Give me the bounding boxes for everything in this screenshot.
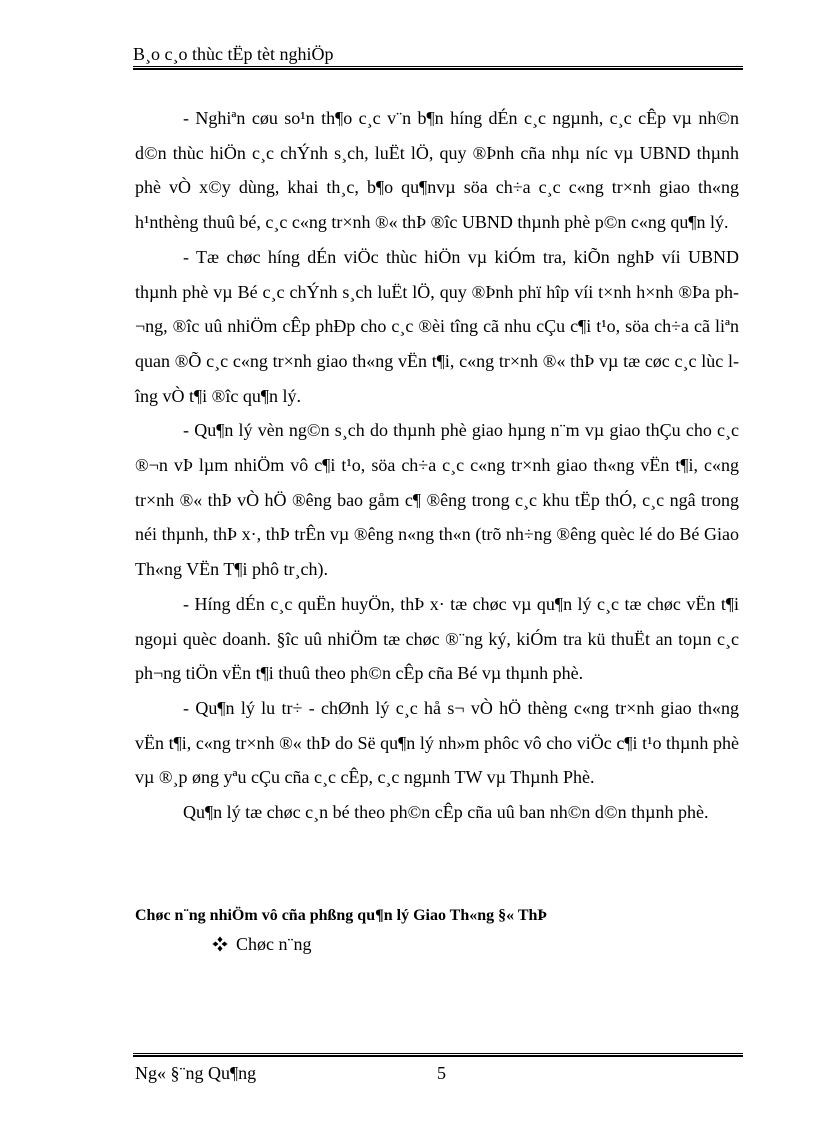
paragraph: - Nghiªn cøu so¹n th¶o c¸c v¨n b¶n híng dÉn c¸c ngµnh, c¸c cÊp vµ nh©n d©n thùc hiÖn c¸c chÝnh s¸ch, luËt lÖ, quy ®Þnh cña nhµ níc vµ UBND thµnh phè vÒ x©y dùng, khai th¸c, b¶o qu¶nvµ söa ch÷a c¸c c«ng tr×nh giao th«ng h¹nthèng thuû bé, c¸c c«ng tr×nh ®« thÞ ®îc UBND thµnh phè p©n c«ng qu¶n lý. bbox=[135, 108, 739, 233]
bullet-text: Chøc n¨ng bbox=[236, 934, 312, 954]
header-title: B¸o c¸o thùc tËp tèt nghiÖp bbox=[133, 44, 334, 64]
bullet-item bbox=[212, 932, 312, 956]
footer-author: Ng« §¨ng Qu¶ng bbox=[135, 1063, 257, 1083]
four-diamond-bullet-icon bbox=[212, 936, 228, 952]
header-rule bbox=[133, 66, 743, 70]
paragraph: Qu¶n lý tæ chøc c¸n bé theo ph©n cÊp cña uû ban nh©n d©n thµnh phè. bbox=[183, 802, 709, 823]
body-text bbox=[135, 101, 739, 830]
paragraph: - Tæ chøc híng dÉn viÖc thùc hiÖn vµ kiÓm tra, kiÕn nghÞ víi UBND thµnh phè vµ Bé c¸c chÝnh s¸ch luËt lÖ, quy ®Þnh phï hîp víi t×nh h×nh ®Þa ph¬ng, ®îc uû nhiÖm cÊp phÐp cho c¸c ®èi tîng cã nhu cÇu c¶i t¹o, söa ch÷a cã liªn quan ®Õ c¸c c«ng tr×nh giao th«ng vËn t¶i, c«ng tr×nh ®« thÞ vµ tæ cøc c¸c lùc lîng vÒ t¶i ®îc qu¶n lý. bbox=[135, 246, 739, 406]
page-header bbox=[133, 44, 743, 64]
page-number: 5 bbox=[437, 1063, 446, 1083]
section-heading: Chøc n¨ng nhiÖm vô cña phßng qu¶n lý Giao Th«ng §« ThÞ bbox=[135, 907, 548, 924]
footer-rule bbox=[133, 1053, 743, 1057]
paragraph: - Híng dÉn c¸c quËn huyÖn, thÞ x· tæ chøc vµ qu¶n lý c¸c tæ chøc vËn t¶i ngoµi quèc doanh. §îc uû nhiÖm tæ chøc ®¨ng ký, kiÓm tra kü thuËt an toµn c¸c ph¬ng tiÖn vËn t¶i thuû theo ph©n cÊp cña Bé vµ thµnh phè. bbox=[135, 593, 739, 684]
paragraph: - Qu¶n lý vèn ng©n s¸ch do thµnh phè giao hµng n¨m vµ giao thÇu cho c¸c ®¬n vÞ lµm nhiÖm vô c¶i t¹o, söa ch÷a c¸c c«ng tr×nh giao th«ng vËn t¶i, c«ng tr×nh ®« thÞ vÒ hÖ ®êng bao gåm c¶ ®êng trong c¸c khu tËp thÓ, c¸c ngâ trong néi thµnh, thÞ x·, thÞ trÊn vµ ®êng n«ng th«n (trõ nh÷ng ®êng quèc lé do Bé Giao Th«ng VËn T¶i phô tr¸ch). bbox=[135, 420, 739, 580]
paragraph: - Qu¶n lý lu tr÷ - chØnh lý c¸c hå s¬ vÒ hÖ thèng c«ng tr×nh giao th«ng vËn t¶i, c«ng tr×nh ®« thÞ do Së qu¶n lý nh»m phôc vô cho viÖc c¶i t¹o thµnh phè vµ ®¸p øng yªu cÇu cña c¸c cÊp, c¸c ngµnh TW vµ Thµnh Phè. bbox=[135, 697, 739, 788]
